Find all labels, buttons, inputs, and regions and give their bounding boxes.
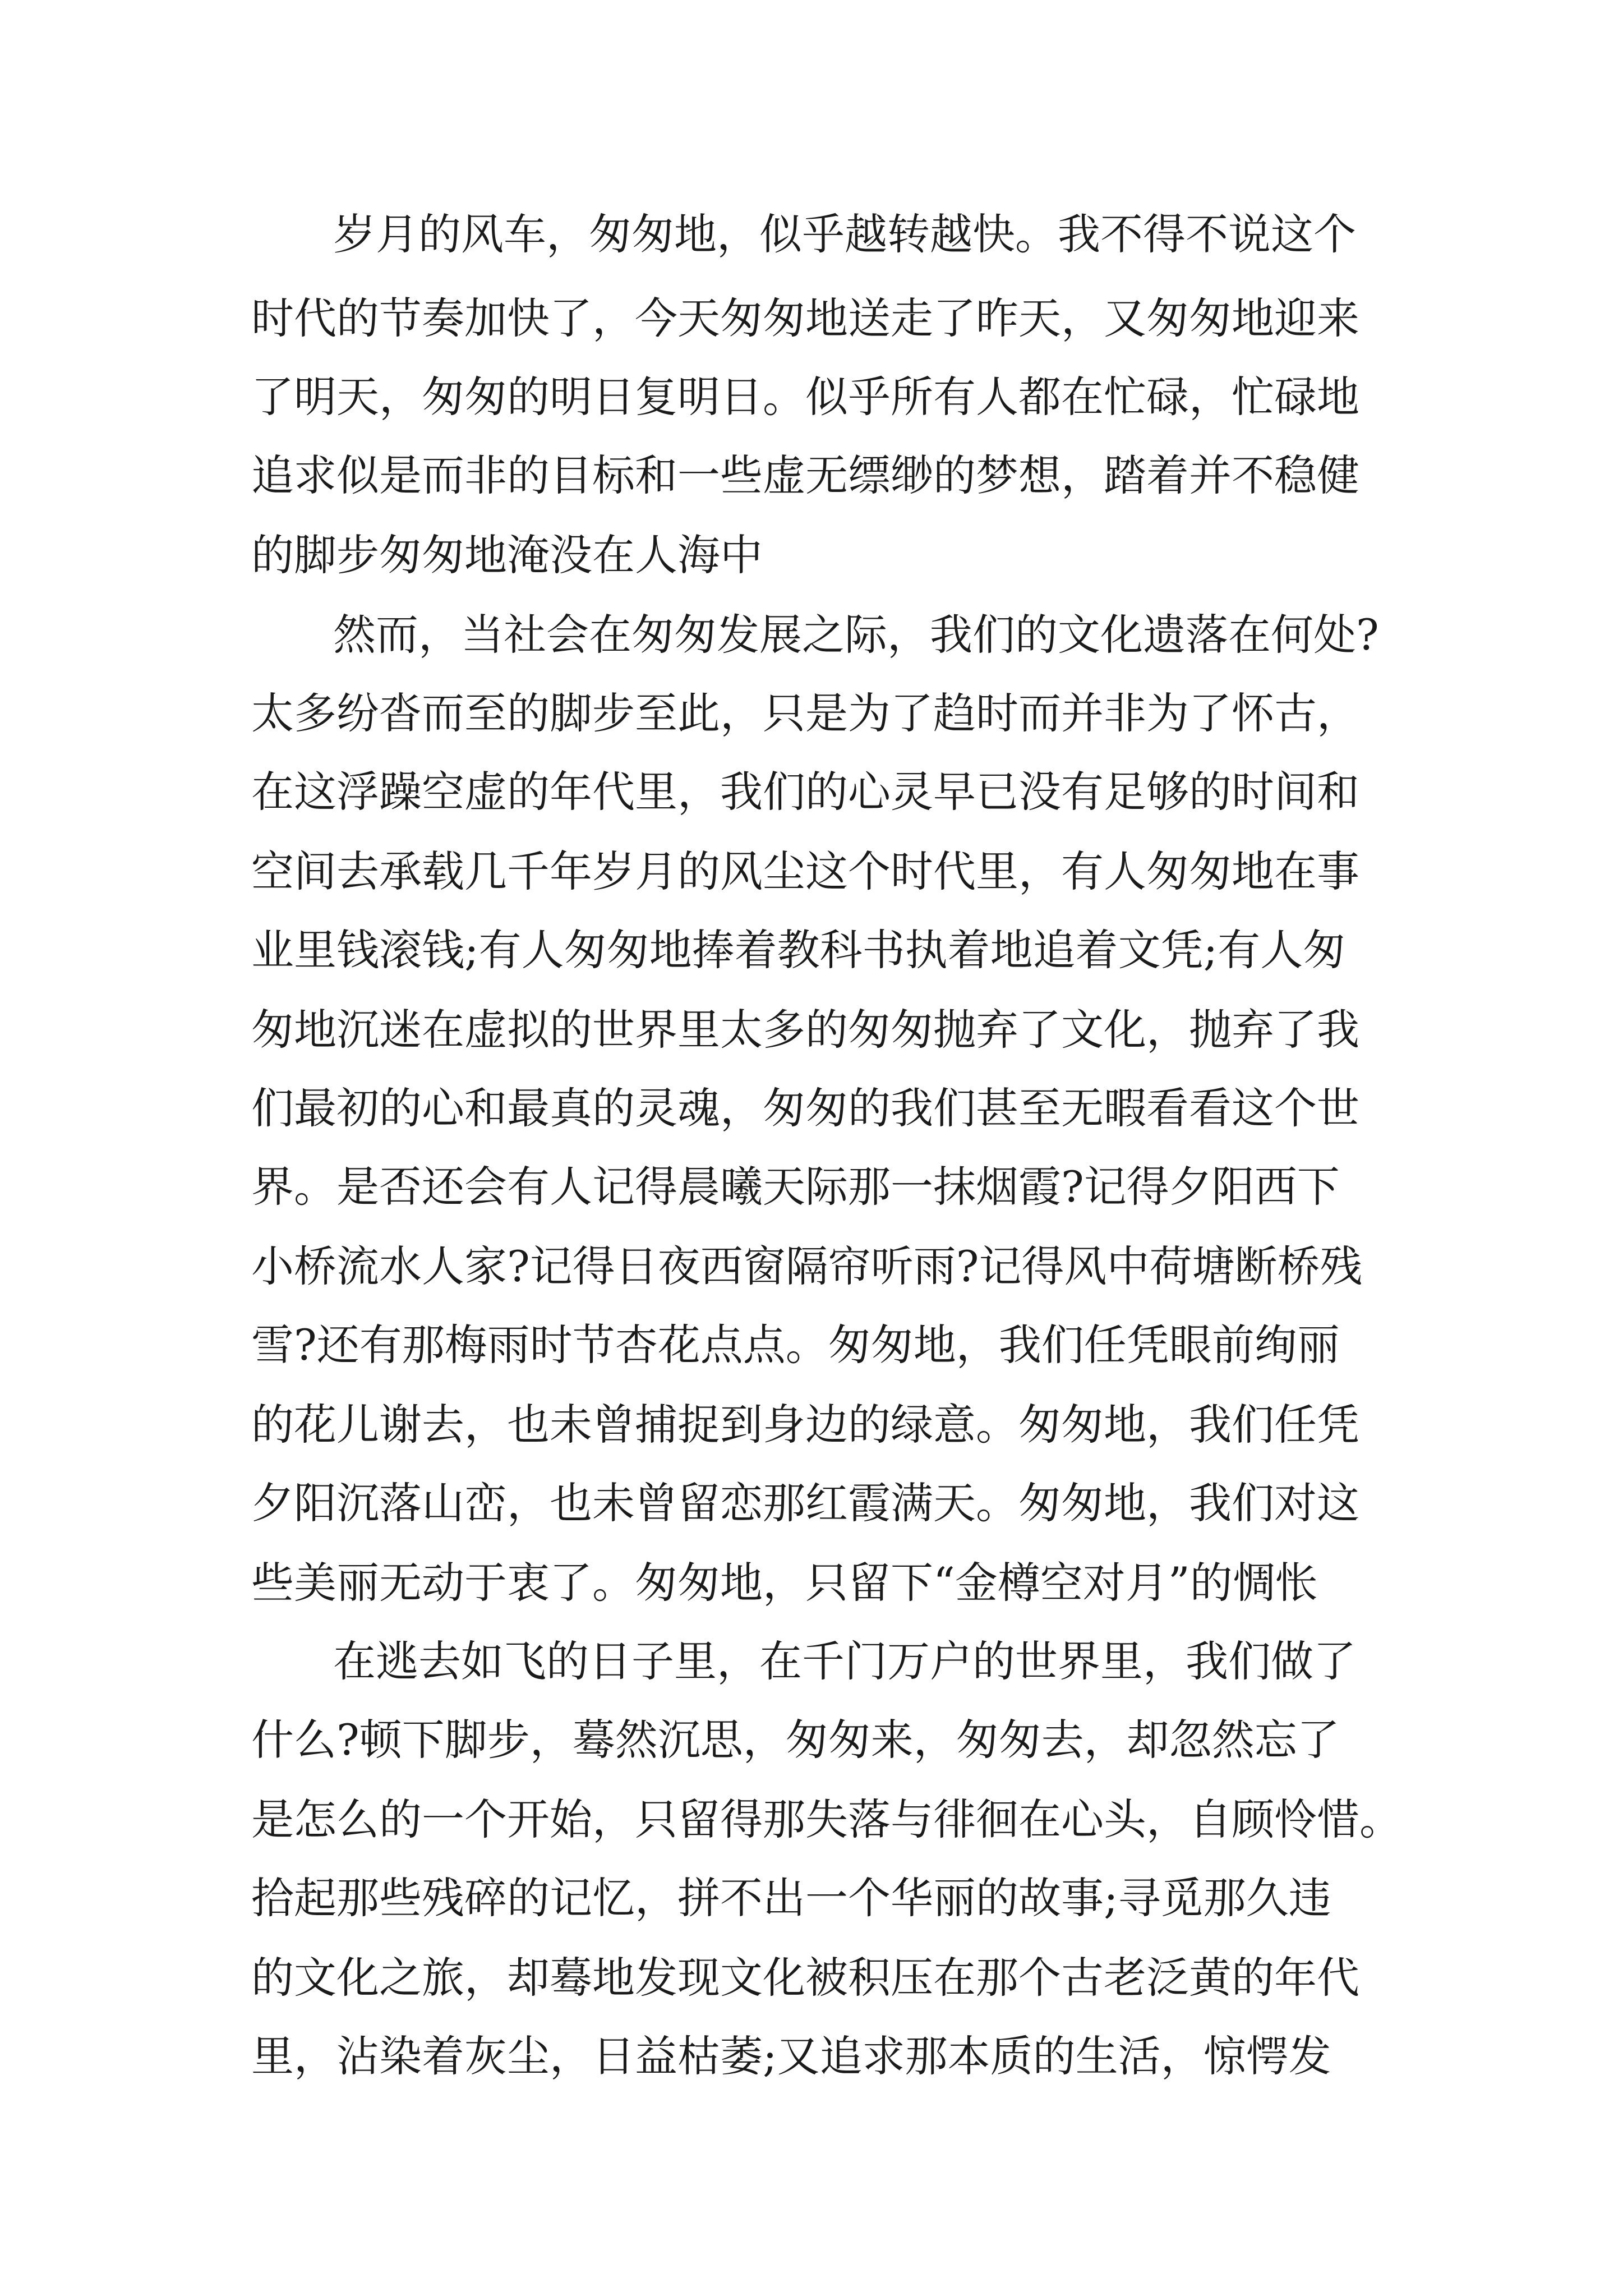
text-line: 夕阳沉落山峦，也未曾留恋那红霞满天。匆匆地，我们对这	[251, 1478, 1359, 1528]
text-line: 在逃去如飞的日子里，在千门万户的世界里，我们做了	[333, 1636, 1356, 1686]
text-line: 空间去承载几千年岁月的风尘这个时代里，有人匆匆地在事	[251, 846, 1359, 896]
text-line: 什么?顿下脚步，蓦然沉思，匆匆来，匆匆去，却忽然忘了	[251, 1715, 1340, 1765]
text-line: 界。是否还会有人记得晨曦天际那一抹烟霞?记得夕阳西下	[251, 1162, 1340, 1212]
text-line: 拾起那些残碎的记忆，拼不出一个华丽的故事;寻觅那久违	[251, 1873, 1331, 1923]
text-line: 些美丽无动于衷了。匆匆地，只留下“金樽空对月”的惆怅	[251, 1558, 1318, 1608]
text-line: 的文化之旅，却蓦地发现文化被积压在那个古老泛黄的年代	[251, 1953, 1359, 2003]
text-line: 时代的节奏加快了，今天匆匆地送走了昨天，又匆匆地迎来	[251, 293, 1359, 343]
text-line: 在这浮躁空虚的年代里，我们的心灵早已没有足够的时间和	[251, 767, 1359, 817]
text-line: 的脚步匆匆地淹没在人海中	[251, 530, 763, 580]
text-line: 岁月的风车，匆匆地，似乎越转越快。我不得不说这个	[333, 209, 1356, 259]
text-line: 小桥流水人家?记得日夜西窗隔帘听雨?记得风中荷塘断桥残	[251, 1241, 1363, 1291]
text-line: 追求似是而非的目标和一些虚无缥缈的梦想，踏着并不稳健	[251, 450, 1359, 500]
text-line: 业里钱滚钱;有人匆匆地捧着教科书执着地追着文凭;有人匆	[251, 925, 1346, 975]
text-line: 是怎么的一个开始，只留得那失落与徘徊在心头，自顾怜惜。	[251, 1795, 1402, 1844]
text-line: 了明天，匆匆的明日复明日。似乎所有人都在忙碌，忙碌地	[251, 372, 1359, 422]
text-line: 然而，当社会在匆匆发展之际，我们的文化遗落在何处?	[333, 610, 1379, 660]
text-line: 匆地沉迷在虚拟的世界里太多的匆匆抛弃了文化，抛弃了我	[251, 1005, 1359, 1055]
text-line: 里，沾染着灰尘，日益枯萎;又追求那本质的生活，惊愕发	[251, 2031, 1331, 2081]
text-line: 太多纷沓而至的脚步至此，只是为了趋时而并非为了怀古，	[251, 688, 1359, 738]
text-line: 们最初的心和最真的灵魂，匆匆的我们甚至无暇看看这个世	[251, 1083, 1359, 1133]
text-line: 的花儿谢去，也未曾捕捉到身边的绿意。匆匆地，我们任凭	[251, 1400, 1359, 1450]
text-line: 雪?还有那梅雨时节杏花点点。匆匆地，我们任凭眼前绚丽	[251, 1320, 1340, 1370]
